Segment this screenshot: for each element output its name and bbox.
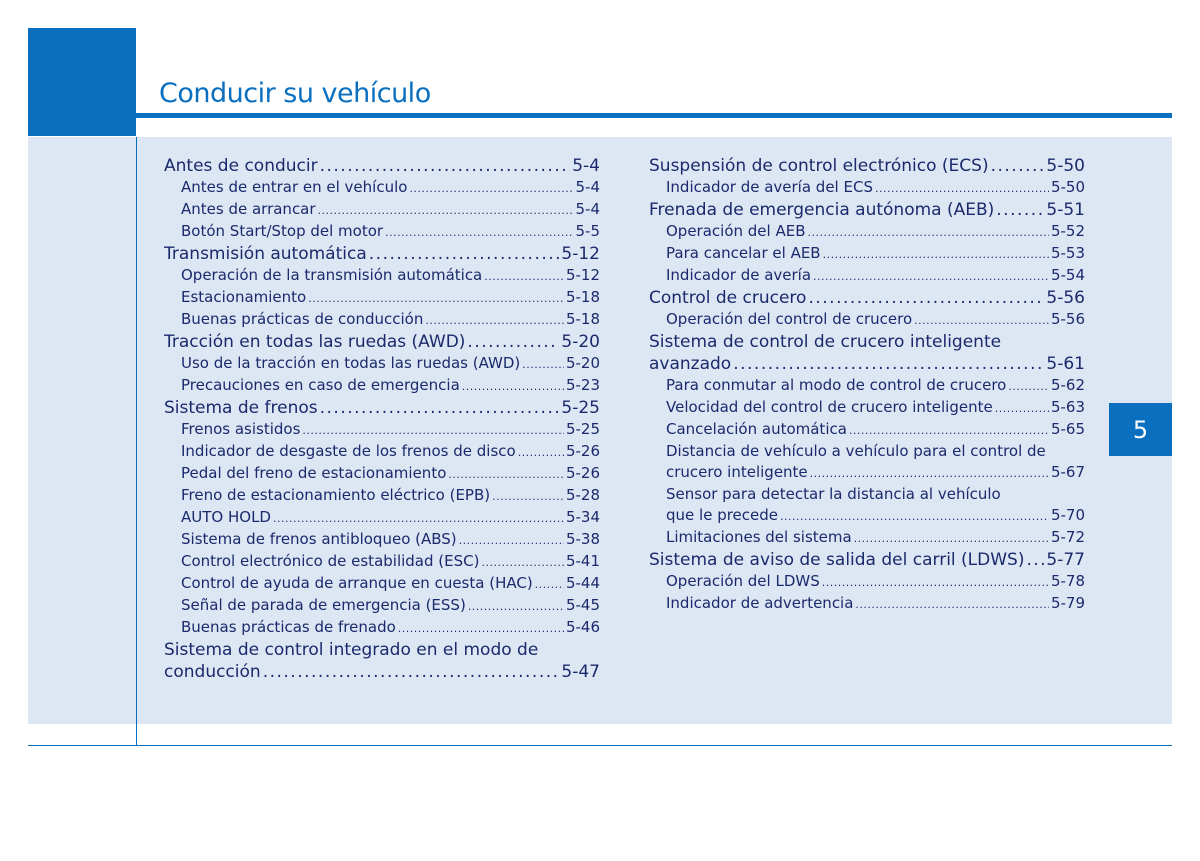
toc-subsection[interactable]: Para conmutar al modo de control de crucero ..... 5-62 xyxy=(649,375,1085,397)
toc-subsection[interactable]: Precauciones en caso de emergencia ..... 5-23 xyxy=(164,375,600,397)
toc-section[interactable]: Tracción en todas las ruedas (AWD) ..... 5-20 xyxy=(164,331,600,353)
toc-section[interactable]: Frenada de emergencia autónoma (AEB) ..... 5-51 xyxy=(649,199,1085,221)
toc-subsection[interactable]: Operación del AEB ..... 5-52 xyxy=(649,221,1085,243)
toc-section[interactable]: Sistema de aviso de salida del carril (LDWS) ..... 5-77 xyxy=(649,549,1085,571)
toc-subsection[interactable]: Uso de la tracción en todas las ruedas (AWD) ..... 5-20 xyxy=(164,353,600,375)
toc-right-column xyxy=(649,155,1085,615)
toc-subsection[interactable]: Indicador de advertencia ..... 5-79 xyxy=(649,593,1085,615)
toc-section[interactable]: Control de crucero ..... 5-56 xyxy=(649,287,1085,309)
toc-section[interactable]: Antes de conducir ..... 5-4 xyxy=(164,155,600,177)
toc-section-multiline[interactable]: Sistema de control integrado en el modo de conducción ..... 5-47 xyxy=(164,639,600,683)
margin-rule xyxy=(136,137,137,746)
toc-subsection[interactable]: Antes de arrancar ..... 5-4 xyxy=(164,199,600,221)
toc-subsection-multiline[interactable]: Sensor para detectar la distancia al vehículo que le precede ..... 5-70 xyxy=(649,484,1085,527)
toc-section[interactable]: Transmisión automática ..... 5-12 xyxy=(164,243,600,265)
toc-subsection[interactable]: Antes de entrar en el vehículo ..... 5-4 xyxy=(164,177,600,199)
toc-subsection[interactable]: Limitaciones del sistema ..... 5-72 xyxy=(649,527,1085,549)
toc-subsection[interactable]: Botón Start/Stop del motor ..... 5-5 xyxy=(164,221,600,243)
toc-subsection[interactable]: Operación del LDWS ..... 5-78 xyxy=(649,571,1085,593)
toc-subsection[interactable]: Velocidad del control de crucero inteligente ..... 5-63 xyxy=(649,397,1085,419)
toc-left-column xyxy=(164,155,600,683)
toc-subsection[interactable]: Cancelación automática ..... 5-65 xyxy=(649,419,1085,441)
toc-subsection[interactable]: Control de ayuda de arranque en cuesta (HAC) ..... 5-44 xyxy=(164,573,600,595)
toc-subsection[interactable]: Indicador de desgaste de los frenos de disco ..... 5-26 xyxy=(164,441,600,463)
toc-section[interactable]: Suspensión de control electrónico (ECS) ..... 5-50 xyxy=(649,155,1085,177)
toc-subsection[interactable]: Indicador de avería ..... 5-54 xyxy=(649,265,1085,287)
chapter-tab[interactable]: 5 xyxy=(1109,403,1172,456)
toc-subsection[interactable]: Buenas prácticas de frenado ..... 5-46 xyxy=(164,617,600,639)
page-title: Conducir su vehículo xyxy=(159,78,431,109)
toc-subsection[interactable]: Estacionamiento ..... 5-18 xyxy=(164,287,600,309)
toc-subsection-multiline[interactable]: Distancia de vehículo a vehículo para el control de crucero inteligente ..... 5-67 xyxy=(649,441,1085,484)
title-rule xyxy=(136,113,1172,118)
toc-subsection[interactable]: Operación de la transmisión automática ..... 5-12 xyxy=(164,265,600,287)
toc-subsection[interactable]: Pedal del freno de estacionamiento ..... 5-26 xyxy=(164,463,600,485)
toc-subsection[interactable]: Para cancelar el AEB ..... 5-53 xyxy=(649,243,1085,265)
toc-subsection[interactable]: Indicador de avería del ECS ..... 5-50 xyxy=(649,177,1085,199)
toc-subsection[interactable]: Control electrónico de estabilidad (ESC) ..... 5-41 xyxy=(164,551,600,573)
bottom-rule xyxy=(28,745,1172,746)
toc-subsection[interactable]: Operación del control de crucero ..... 5-56 xyxy=(649,309,1085,331)
toc-section-multiline[interactable]: Sistema de control de crucero inteligente avanzado ..... 5-61 xyxy=(649,331,1085,375)
toc-subsection[interactable]: Frenos asistidos ..... 5-25 xyxy=(164,419,600,441)
toc-subsection[interactable]: Sistema de frenos antibloqueo (ABS) ..... 5-38 xyxy=(164,529,600,551)
chapter-color-block xyxy=(28,28,136,136)
toc-subsection[interactable]: Buenas prácticas de conducción ..... 5-18 xyxy=(164,309,600,331)
toc-subsection[interactable]: Señal de parada de emergencia (ESS) ..... 5-45 xyxy=(164,595,600,617)
toc-subsection[interactable]: Freno de estacionamiento eléctrico (EPB) ..... 5-28 xyxy=(164,485,600,507)
toc-section[interactable]: Sistema de frenos ..... 5-25 xyxy=(164,397,600,419)
toc-subsection[interactable]: AUTO HOLD ..... 5-34 xyxy=(164,507,600,529)
